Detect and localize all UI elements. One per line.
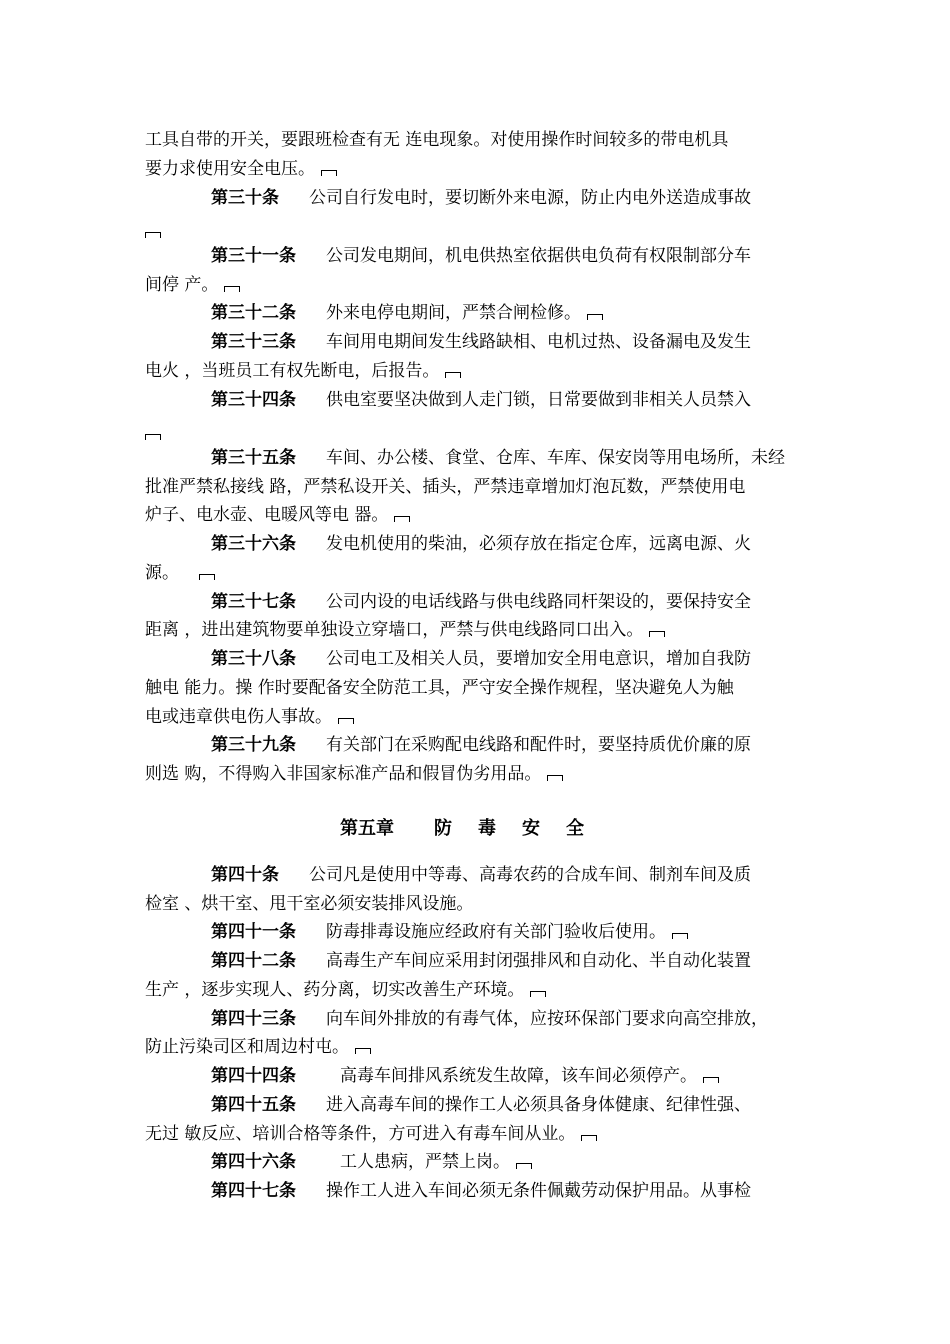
article-number: 第三十六条 <box>211 534 296 554</box>
article-number: 第四十四条 <box>211 1066 296 1086</box>
article-number: 第三十一条 <box>211 246 296 266</box>
chapter-number: 第五章 <box>340 818 394 839</box>
paragraph-mark-icon <box>445 372 461 378</box>
article-number: 第四十一条 <box>211 922 296 942</box>
article-46: 第四十六条 工人患病，严禁上岗。 <box>211 1152 532 1172</box>
article-number: 第三十九条 <box>211 735 296 755</box>
text-line: 间停 产。 <box>145 275 240 295</box>
article-number: 第四十三条 <box>211 1009 296 1029</box>
chapter-heading <box>0 814 950 840</box>
text-line: 距离 ，进出建筑物要单独设立穿墙口，严禁与供电线路同口出入。 <box>145 620 665 640</box>
paragraph-mark-icon <box>321 170 337 176</box>
article-number: 第三十三条 <box>211 332 296 352</box>
article-47: 第四十七条 操作工人进入车间必须无条件佩戴劳动保护用品。从事检 <box>211 1181 751 1201</box>
article-number: 第三十四条 <box>211 390 296 410</box>
article-number: 第四十二条 <box>211 951 296 971</box>
article-39: 第三十九条 有关部门在采购配电线路和配件时，要坚持质优价廉的原 <box>211 735 751 755</box>
article-36: 第三十六条 发电机使用的柴油，必须存放在指定仓库，远离电源、火 <box>211 534 751 554</box>
article-34: 第三十四条 供电室要坚决做到人走门锁，日常要做到非相关人员禁入 <box>211 390 751 410</box>
paragraph-mark-icon <box>145 232 161 238</box>
article-41: 第四十一条 防毒排毒设施应经政府有关部门验收后使用。 <box>211 922 688 942</box>
paragraph-mark-icon <box>224 286 240 292</box>
paragraph-mark-icon <box>703 1077 719 1083</box>
article-number: 第四十七条 <box>211 1181 296 1201</box>
paragraph-mark-icon <box>649 631 665 637</box>
text-line: 源。 <box>145 563 215 583</box>
article-33: 第三十三条 车间用电期间发生线路缺相、电机过热、设备漏电及发生 <box>211 332 751 352</box>
paragraph-mark-icon <box>547 775 563 781</box>
article-number: 第四十五条 <box>211 1095 296 1115</box>
article-35: 第三十五条 车间、办公楼、食堂、仓库、车库、保安岗等用电场所，未经 <box>211 448 785 468</box>
text-line: 电火 ，当班员工有权先断电，后报告。 <box>145 361 461 381</box>
paragraph-mark-icon <box>199 574 215 580</box>
article-number: 第三十七条 <box>211 592 296 612</box>
article-37: 第三十七条 公司内设的电话线路与供电线路同杆架设的，要保持安全 <box>211 592 751 612</box>
article-44: 第四十四条 高毒车间排风系统发生故障，该车间必须停产。 <box>211 1066 719 1086</box>
article-40: 第四十条 公司凡是使用中等毒、高毒农药的合成车间、制剂车间及质 <box>211 865 751 885</box>
article-32: 第三十二条 外来电停电期间，严禁合闸检修。 <box>211 303 603 323</box>
text-line: 批准严禁私接线 路，严禁私设开关、插头，严禁违章增加灯泡瓦数，严禁使用电 <box>145 477 746 497</box>
paragraph-mark-icon <box>394 516 410 522</box>
text-line: 触电 能力。操 作时要配备安全防范工具，严守安全操作规程，坚决避免人为触 <box>145 678 734 698</box>
article-43: 第四十三条 向车间外排放的有毒气体，应按环保部门要求向高空排放， <box>211 1009 768 1029</box>
text-line: 要力求使用安全电压。 <box>145 159 337 179</box>
article-number: 第三十八条 <box>211 649 296 669</box>
text-line: 检室 、烘干室、甩干室必须安装排风设施。 <box>145 894 474 914</box>
text-line: 炉子、电水壶、电暖风等电 器。 <box>145 505 410 525</box>
text-line: 生产 ，逐步实现人、药分离，切实改善生产环境。 <box>145 980 546 1000</box>
paragraph-mark-icon <box>516 1163 532 1169</box>
article-45: 第四十五条 进入高毒车间的操作工人必须具备身体健康、纪律性强、 <box>211 1095 751 1115</box>
article-30: 第三十条 公司自行发电时，要切断外来电源，防止内电外送造成事故 <box>211 188 751 208</box>
article-42: 第四十二条 高毒生产车间应采用封闭强排风和自动化、半自动化装置 <box>211 951 751 971</box>
paragraph-mark-icon <box>581 1135 597 1141</box>
text-line: 无过 敏反应、培训合格等条件，方可进入有毒车间从业。 <box>145 1124 597 1144</box>
paragraph-mark-icon <box>355 1048 371 1054</box>
article-38: 第三十八条 公司电工及相关人员，要增加安全用电意识，增加自我防 <box>211 649 751 669</box>
article-number: 第四十条 <box>211 865 279 885</box>
paragraph-mark-icon <box>338 718 354 724</box>
paragraph-mark-icon <box>145 434 161 440</box>
text-line: 工具自带的开关，要跟班检查有无 连电现象。对使用操作时间较多的带电机具 <box>145 130 729 150</box>
article-number: 第三十条 <box>211 188 279 208</box>
text-line <box>145 221 161 241</box>
text-line <box>145 423 161 443</box>
text-line: 电或违章供电伤人事故。 <box>145 707 354 727</box>
article-number: 第三十五条 <box>211 448 296 468</box>
paragraph-mark-icon <box>530 991 546 997</box>
chapter-title: 防毒安全 <box>434 818 610 839</box>
text-line: 防止污染司区和周边村屯。 <box>145 1037 371 1057</box>
paragraph-mark-icon <box>672 933 688 939</box>
article-number: 第三十二条 <box>211 303 296 323</box>
article-31: 第三十一条 公司发电期间，机电供热室依据供电负荷有权限制部分车 <box>211 246 751 266</box>
article-number: 第四十六条 <box>211 1152 296 1172</box>
paragraph-mark-icon <box>587 314 603 320</box>
text-line: 则选 购，不得购入非国家标准产品和假冒伪劣用品。 <box>145 764 563 784</box>
